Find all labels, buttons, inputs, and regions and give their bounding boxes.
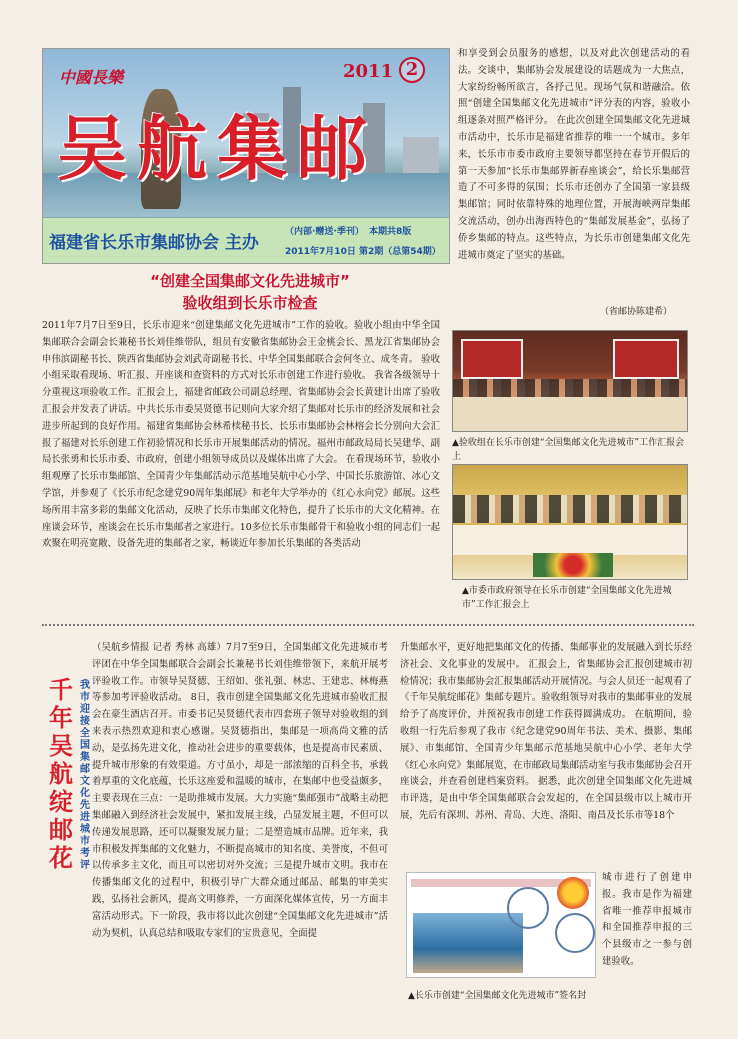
mascot-icon: [557, 877, 589, 909]
masthead-date: 2011年7月10日 第2期（总第54期）: [285, 247, 441, 257]
commemorative-cover-image: [406, 872, 596, 978]
masthead: [42, 48, 450, 264]
masthead-publication-type: （内部·赠送·季刊）: [285, 227, 364, 237]
masthead-logo: 中國長樂: [59, 68, 124, 87]
postmark-icon: [555, 913, 595, 953]
masthead-info-bar: [43, 217, 450, 264]
postmark-icon: [507, 887, 549, 929]
lead-headline-line2: 验收组到长乐市检查: [182, 294, 318, 312]
photo-caption-1: ▲验收组在长乐市创建“全国集邮文化先进城市”工作汇报会上: [452, 438, 685, 462]
second-article-body-left: （吴航乡情报 记者 秀林 高雄）7月7至9日，全国集邮文化先进城市考评团在中华全国集邮联合会副会长兼秘书长刘佳维带领下，来航开展考评验收工作。市领导吴贤德、王绍如、张礼强、林忠、王建忠、林梅燕等参加考评验收活动。 8日，我市创建全国集邮文化先进城市验收汇报会在豪生酒店召开。市委书记吴贤德代表市四套班子领导对验收组的到来表示热烈欢迎和衷心感谢。吴贤德指出，集邮是一项高尚文雅的活动，是弘扬先进文化，推动社会进步的重要载体，也是提高市民素质、提升城市形象的有效渠道。方寸虽小，却是一部浓缩的百科全书，承载着厚重的文化底蕴，长乐这座爱和温暖的城市，在集邮中也受益颇多，主要表现在三点：一是助推城市发展。大力实施“集邮强市”战略主动把集邮融入到经济社会发展中，紧扣发展主线，凸显发展主题，不但可以传递发展思路，还可以凝聚发展力量；二是塑造城市品牌。近年来，我市积极发挥集邮的文化魅力，不断提高城市的知名度、美誉度，不但可以传承多主文化，而且可以密切对外交流；三是提升城市文明。我市在传播集邮文化的过程中，积极引导广大群众通过邮品、邮集的审美实践，弘扬社会新风，提高文明修养，一方面深化媒体宣传，另一方面丰富活动形式。下一阶段，我市将以此次创建“全国集邮文化先进城市”活动为契机，认真总结和吸取专家们的宝贵意见，全面提: [92, 642, 388, 939]
masthead-page-count: 本期共8版: [369, 227, 412, 237]
masthead-organizer: 福建省长乐市集邮协会 主办: [49, 233, 259, 253]
second-article-body-end: 城市进行了创建申报。我市是作为福建省唯一推荐申报城市和全国推荐申报的三个县级市之一参与创建验收。: [602, 872, 692, 967]
stamp-caption: ▲长乐市创建“全国集邮文化先进城市”签名封: [408, 991, 587, 1001]
second-article-vertical-subtitle: 我市迎接全国集邮文化先进城市考评: [80, 680, 90, 871]
lead-headline-line1: “创建全国集邮文化先进城市”: [150, 272, 350, 290]
meeting-photo-2: [452, 464, 688, 580]
lead-article-body: 2011年7月7日至9日，长乐市迎来“创建集邮文化先进城市”工作的验收。验收小组由中华全国集邮联合会副会长兼秘书长刘佳维带队，组员有安徽省集邮协会王金桃会长、黑龙江省集邮协会申伟滨副秘书长、陕西省集邮协会刘武奇副秘书长、中华全国集邮联合会何冬立、成冬青。 验收小组采取看现场、听汇报、开座谈和查资料的方式对长乐市创建工作进行验收。 我省各级领导十分重视这项验收工作。汇报会上，福建省邮政公司副总经理、省集邮协会会长黄建计出席了验收汇报会并发表了讲话。中共长乐市委吴贤德书记则向大家介绍了集邮对长乐市的经济发展和社会进步所起到的良好作用。福建省集邮协会林希椟秘书长、长乐市集邮协会林榕会长分别向大会汇报了福建对长乐创建工作初验情况和长乐市开展集邮活动的情况。福州市邮政局局长吴建华、副局长张勇和长乐市委、市政府，创建小组领导成员以及媒体出席了大会。 在看现场环节，验收小组观摩了长乐市集邮馆、全国青少年集邮活动示范基地吴航中心小学、中国长乐旅游馆、冰心文学馆，并参观了《长乐市纪念建党90周年集邮展》和老年大学举办的《红心永向党》邮展。这些场所用丰富多彩的集邮文化活动，反映了长乐市集邮文化特色，提升了长乐市的大文化精神。在座谈会环节，座谈会在长乐市集邮者之家进行。10多位长乐市集邮骨干和验收小组的同志们一起欢聚在明亮宽敞、设备先进的集邮者之家，畅谈近年参加长乐集邮的各类活动: [42, 320, 440, 550]
masthead-title: 吴航集邮: [57, 107, 377, 190]
section-divider: [42, 624, 694, 626]
masthead-year: 2011: [343, 61, 394, 82]
photo-caption-2: ▲市委市政府领导在长乐市创建“全国集邮文化先进城市”工作汇报会上: [462, 586, 672, 610]
lead-article-continued: 和享受到会员服务的感想，以及对此次创建活动的看法。交谈中，集邮协会发展建设的话题成为一大焦点，大家纷纷畅所欲言，各抒己见。现场气氛和谐融洽。依照“创建全国集邮文化先进城市”评分表的内容，验收小组逐条对照严格评分。 在此次创建全国集邮文化先进城市活动中，长乐市是福建省推荐的唯一一个城市。多年来，长乐市市委市政府主要领导都坚持在春节开假后的第一天参加“长乐市集邮界新春座谈会”，给长乐集邮营造了不可多得的氛围；长乐市还创办了全国第一家县级集邮馆；同时依靠特殊的地理位置，开展海峡两岸集邮交流活动，创办出海西特色的“集邮发展基金”，弘扬了侨乡集邮的特点。这些特点，为长乐市创建集邮文化先进城市奠定了坚实的基础。: [458, 48, 690, 261]
lead-article-source: （省邮协陈建希）: [600, 307, 673, 317]
masthead-issue-mark: 2: [399, 57, 425, 83]
meeting-photo-1: [452, 330, 688, 432]
second-article-body-right: 升集邮水平，更好地把集邮文化的传播、集邮事业的发展融入到长乐经济社会、文化事业的发展中。 汇报会上，省集邮协会汇报创建城市初检情况；我市集邮协会汇报集邮活动开展情况。与会人员还一起观看了《千年吴航绽邮花》集邮专题片。验收组领导对我市的集邮事业的发展给予了高度评价，并预祝我市创建工作获得圆满成功。 在航期间，验收组一行先后参观了我市《纪念建党90周年书法、美术、摄影、集邮展》、市集邮馆、全国青少年集邮示范基地吴航中心小学、老年大学《红心永向党》集邮展览，在市邮政局集邮活动室与我市集邮协会召开座谈会，并查看创建档案资料。 据悉，此次创建全国集邮文化先进城市评选，是由中华全国集邮联合会发起的，在全国县级市以上城市开展，先后有深圳、苏州、青岛、大连、洛阳、南昌及长乐市等18个: [400, 642, 692, 821]
second-article-vertical-title: 千年吴航绽邮花: [49, 676, 73, 872]
